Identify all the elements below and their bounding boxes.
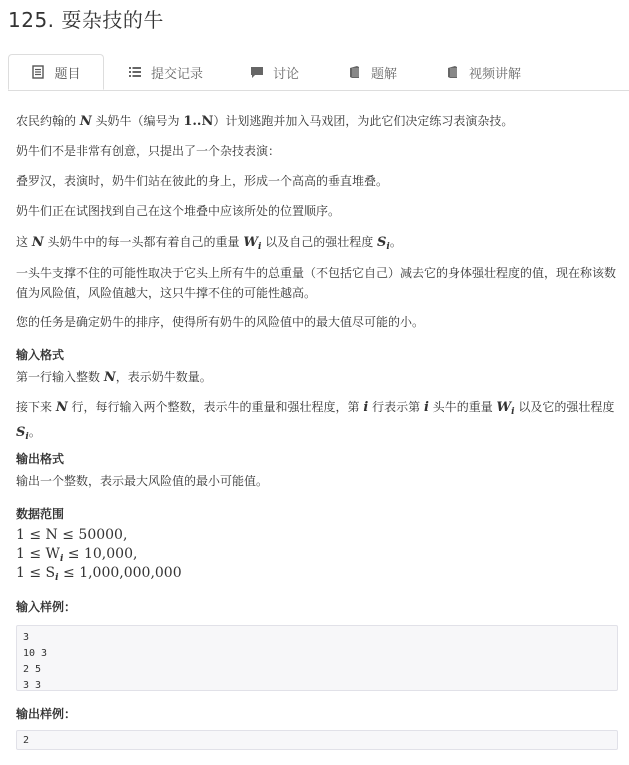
page-title: 125. 耍杂技的牛 <box>8 8 164 32</box>
text: 。 <box>28 425 41 439</box>
math-var: W <box>243 235 258 250</box>
sample-output-box[interactable] <box>16 730 618 750</box>
tab-label: 视频讲解 <box>469 66 522 82</box>
tab-submissions[interactable] <box>128 54 203 90</box>
list-icon <box>128 65 142 79</box>
range-line-1: 1 ≤ N ≤ 50000, <box>16 527 128 543</box>
math-var: W <box>496 400 512 415</box>
comment-icon <box>250 65 264 79</box>
math-var: N <box>55 400 68 415</box>
data-range-heading: 数据范围 <box>16 507 65 521</box>
tab-discussion[interactable] <box>250 54 299 90</box>
paragraph-7: 您的任务是确定奶牛的排序，使得所有奶牛的风险值中的最大值尽可能的小。 <box>16 315 425 329</box>
paragraph-5 <box>16 232 402 257</box>
math-subscript: i <box>59 554 64 564</box>
text: 接下来 <box>16 400 56 414</box>
tab-label: 讨论 <box>273 66 300 82</box>
tab-label: 题目 <box>54 66 81 82</box>
text: 头奶牛（编号为 <box>91 114 184 128</box>
input-line-2 <box>16 397 620 447</box>
text: ≤ 1,000,000,000 <box>58 565 182 581</box>
math-var: N <box>31 235 44 250</box>
range-line-3 <box>16 564 182 588</box>
text: 农民约翰的 <box>16 114 80 128</box>
paragraph-6: 一头牛支撑不住的可能性取决于它头上所有牛的总重量（不包括它自己）减去它的身体强壮程度的值，现在称该数值为风险值，风险值越大，这只牛撑不住的可能性越高。 <box>16 266 617 300</box>
text: 行，每行输入两个整数，表示牛的重量和强壮程度，第 <box>67 400 364 414</box>
sample-output-heading: 输出样例： <box>16 707 77 721</box>
output-text: 输出一个整数，表示最大风险值的最小可能值。 <box>16 474 269 488</box>
text: ，表示奶牛数量。 <box>115 370 212 384</box>
math-var: i <box>363 400 369 415</box>
paragraph-4: 奶牛们正在试图找到自己在这个堆叠中应该所处的位置顺序。 <box>16 204 341 218</box>
math-var: S <box>377 235 387 250</box>
code-line: 10 3 <box>23 648 48 659</box>
text: 。 <box>389 235 402 249</box>
tab-video[interactable] <box>446 54 521 90</box>
paragraph-2: 奶牛们不是非常有创意，只提出了一个杂技表演： <box>16 144 281 158</box>
sample-input-heading: 输入样例： <box>16 600 77 614</box>
math-subscript: i <box>511 407 515 417</box>
text: 行表示第 <box>368 400 424 414</box>
text: 1 ≤ S <box>16 565 56 581</box>
math-var: S <box>16 425 26 440</box>
input-format-heading: 输入格式 <box>16 348 65 362</box>
sample-input-box[interactable] <box>16 625 618 691</box>
text: ）计划逃跑并加入马戏团，为此它们决定练习表演杂技。 <box>213 114 514 128</box>
text: 以及自己的强壮程度 <box>261 235 378 249</box>
tab-problem[interactable] <box>8 54 104 90</box>
tab-solutions[interactable] <box>348 54 397 90</box>
math-var: i <box>423 400 429 415</box>
text: 第一行输入整数 <box>16 370 104 384</box>
paragraph-intro <box>16 111 513 132</box>
math-var: N <box>79 114 92 129</box>
input-line-1 <box>16 367 212 388</box>
tab-label: 提交记录 <box>151 66 204 82</box>
code-line: 2 5 <box>23 664 42 675</box>
text: 以及它的强壮程度 <box>514 400 615 414</box>
text: 1 ≤ W <box>16 546 60 562</box>
math-subscript: i <box>386 242 390 252</box>
math-range: 1..N <box>183 114 214 129</box>
math-var: N <box>103 370 116 385</box>
math-subscript: i <box>257 242 262 252</box>
paragraph-3: 叠罗汉，表演时，奶牛们站在彼此的身上，形成一个高高的垂直堆叠。 <box>16 174 389 188</box>
book-icon <box>348 65 362 79</box>
code-line: 3 3 <box>23 680 42 691</box>
book-icon <box>446 65 460 79</box>
code-line: 2 <box>23 735 30 746</box>
output-format-heading: 输出格式 <box>16 452 65 466</box>
math-subscript: i <box>25 432 29 442</box>
document-icon <box>31 65 45 79</box>
code-line: 3 <box>23 632 30 643</box>
math-subscript: i <box>55 573 59 583</box>
text: 头奶牛中的每一头都有着自己的重量 <box>43 235 244 249</box>
tab-label: 题解 <box>371 66 398 82</box>
text: 这 <box>16 235 32 249</box>
tab-bar <box>8 54 629 91</box>
text: 头牛的重量 <box>428 400 497 414</box>
text: ≤ 10,000, <box>63 546 138 562</box>
